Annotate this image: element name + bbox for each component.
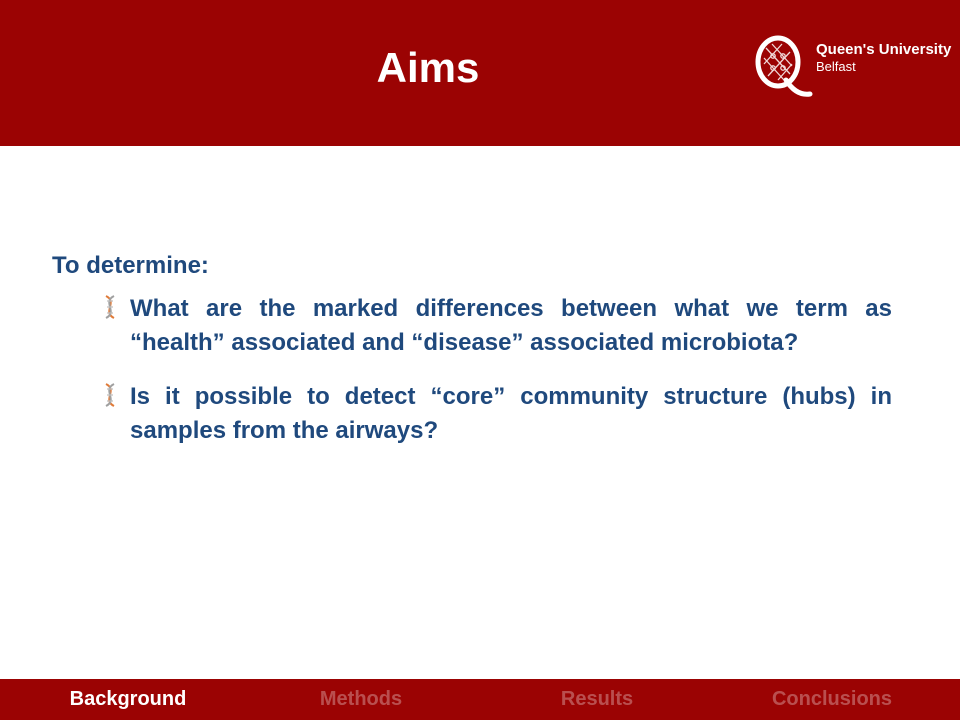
logo-place: Belfast [816,59,856,74]
logo-name: Queen's University [816,41,952,58]
list-item [52,292,892,360]
lead-text: To determine: [52,252,209,279]
nav-item-background[interactable]: Background [69,688,187,710]
dna-helix-icon [100,294,120,320]
nav-item-methods[interactable]: Methods [319,688,403,710]
aims-list [52,292,892,448]
header-bar [0,0,960,146]
nav-item-conclusions[interactable]: Conclusions [771,688,892,710]
bullet-text: What are the marked differences between what we term as “health” associated and “disease” associated microbiota? [130,295,892,356]
slide-body [52,250,892,468]
nav-item-results[interactable]: Results [560,688,634,710]
dna-helix-icon [100,382,120,408]
university-logo [752,34,952,104]
section-nav-bar [0,679,960,720]
bullet-text: Is it possible to detect “core” community structure (hubs) in samples from the airways? [130,383,892,444]
list-item [52,380,892,448]
slide-title: Aims [376,44,480,91]
university-crest-icon [752,34,820,104]
